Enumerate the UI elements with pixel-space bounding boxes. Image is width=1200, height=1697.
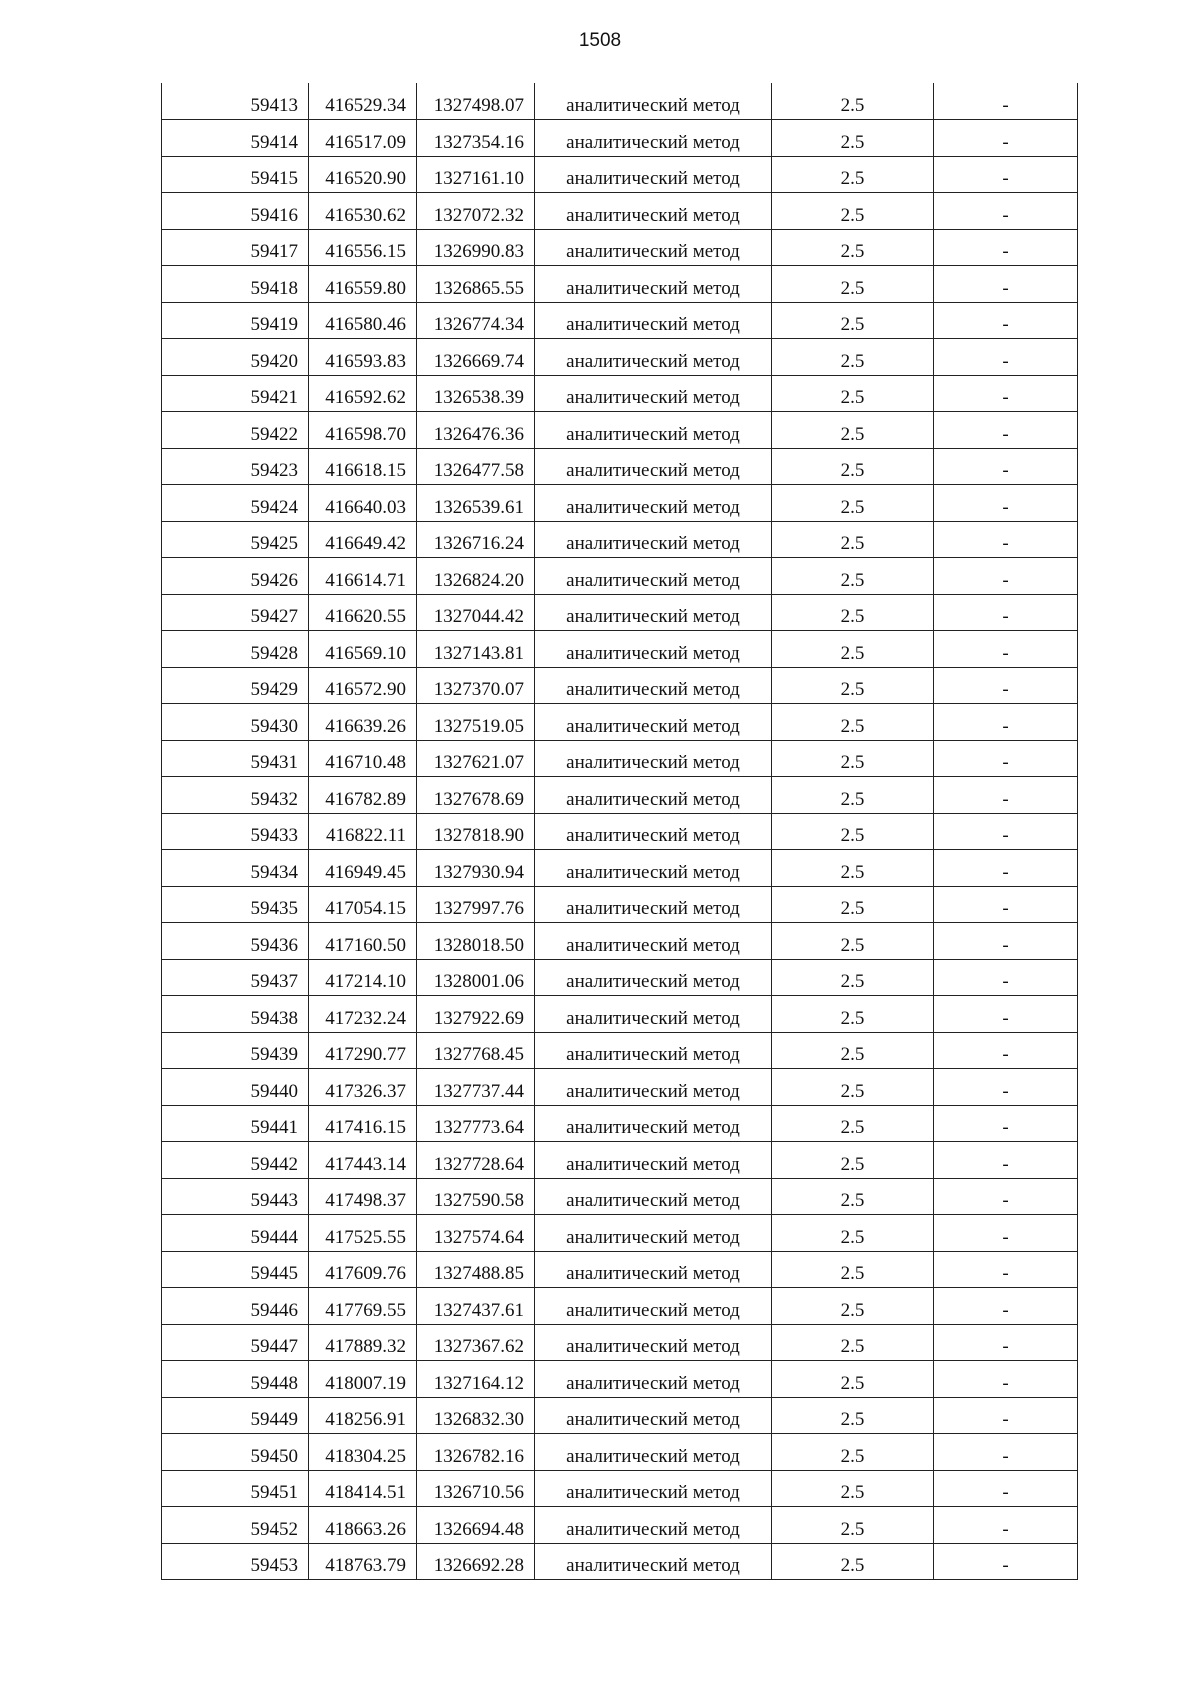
- x-coordinate-cell: 416593.83: [309, 339, 417, 376]
- x-coordinate-cell: 416598.70: [309, 412, 417, 449]
- y-coordinate-cell: 1327044.42: [417, 594, 535, 631]
- x-coordinate-cell: 416649.42: [309, 521, 417, 558]
- note-cell: -: [934, 120, 1078, 157]
- y-coordinate-cell: 1327498.07: [417, 83, 535, 120]
- y-coordinate-cell: 1328001.06: [417, 959, 535, 996]
- table-row: [162, 1507, 1078, 1544]
- note-cell: -: [934, 704, 1078, 741]
- table-row: [162, 1069, 1078, 1106]
- point-number-cell: 59416: [162, 193, 309, 230]
- table-row: [162, 1215, 1078, 1252]
- point-number-cell: 59447: [162, 1324, 309, 1361]
- y-coordinate-cell: 1326538.39: [417, 375, 535, 412]
- accuracy-cell: 2.5: [772, 631, 934, 668]
- y-coordinate-cell: 1327678.69: [417, 777, 535, 814]
- note-cell: -: [934, 740, 1078, 777]
- accuracy-cell: 2.5: [772, 813, 934, 850]
- method-cell: аналитический метод: [535, 886, 772, 923]
- x-coordinate-cell: 416572.90: [309, 667, 417, 704]
- y-coordinate-cell: 1327354.16: [417, 120, 535, 157]
- note-cell: -: [934, 558, 1078, 595]
- accuracy-cell: 2.5: [772, 594, 934, 631]
- table-row: [162, 521, 1078, 558]
- note-cell: -: [934, 375, 1078, 412]
- point-number-cell: 59425: [162, 521, 309, 558]
- accuracy-cell: 2.5: [772, 485, 934, 522]
- method-cell: аналитический метод: [535, 850, 772, 887]
- method-cell: аналитический метод: [535, 448, 772, 485]
- note-cell: -: [934, 412, 1078, 449]
- y-coordinate-cell: 1327574.64: [417, 1215, 535, 1252]
- table-row: [162, 631, 1078, 668]
- accuracy-cell: 2.5: [772, 448, 934, 485]
- x-coordinate-cell: 417525.55: [309, 1215, 417, 1252]
- x-coordinate-cell: 417160.50: [309, 923, 417, 960]
- table-body: [162, 83, 1078, 1580]
- table-row: [162, 1288, 1078, 1325]
- x-coordinate-cell: 418663.26: [309, 1507, 417, 1544]
- note-cell: -: [934, 266, 1078, 303]
- accuracy-cell: 2.5: [772, 1397, 934, 1434]
- y-coordinate-cell: 1327488.85: [417, 1251, 535, 1288]
- note-cell: -: [934, 1361, 1078, 1398]
- table-row: [162, 996, 1078, 1033]
- point-number-cell: 59426: [162, 558, 309, 595]
- note-cell: -: [934, 886, 1078, 923]
- accuracy-cell: 2.5: [772, 1434, 934, 1471]
- method-cell: аналитический метод: [535, 412, 772, 449]
- accuracy-cell: 2.5: [772, 1251, 934, 1288]
- note-cell: -: [934, 339, 1078, 376]
- x-coordinate-cell: 417290.77: [309, 1032, 417, 1069]
- table-row: [162, 558, 1078, 595]
- method-cell: аналитический метод: [535, 485, 772, 522]
- method-cell: аналитический метод: [535, 667, 772, 704]
- table-row: [162, 1105, 1078, 1142]
- note-cell: -: [934, 777, 1078, 814]
- method-cell: аналитический метод: [535, 996, 772, 1033]
- x-coordinate-cell: 418007.19: [309, 1361, 417, 1398]
- note-cell: -: [934, 229, 1078, 266]
- method-cell: аналитический метод: [535, 1069, 772, 1106]
- y-coordinate-cell: 1327773.64: [417, 1105, 535, 1142]
- y-coordinate-cell: 1327367.62: [417, 1324, 535, 1361]
- accuracy-cell: 2.5: [772, 1470, 934, 1507]
- note-cell: -: [934, 1507, 1078, 1544]
- point-number-cell: 59423: [162, 448, 309, 485]
- y-coordinate-cell: 1326476.36: [417, 412, 535, 449]
- point-number-cell: 59437: [162, 959, 309, 996]
- method-cell: аналитический метод: [535, 1324, 772, 1361]
- y-coordinate-cell: 1327519.05: [417, 704, 535, 741]
- accuracy-cell: 2.5: [772, 1032, 934, 1069]
- y-coordinate-cell: 1327590.58: [417, 1178, 535, 1215]
- point-number-cell: 59448: [162, 1361, 309, 1398]
- table-row: [162, 229, 1078, 266]
- x-coordinate-cell: 417769.55: [309, 1288, 417, 1325]
- point-number-cell: 59427: [162, 594, 309, 631]
- note-cell: -: [934, 1032, 1078, 1069]
- x-coordinate-cell: 416580.46: [309, 302, 417, 339]
- y-coordinate-cell: 1327818.90: [417, 813, 535, 850]
- y-coordinate-cell: 1327072.32: [417, 193, 535, 230]
- x-coordinate-cell: 416639.26: [309, 704, 417, 741]
- x-coordinate-cell: 417326.37: [309, 1069, 417, 1106]
- y-coordinate-cell: 1327164.12: [417, 1361, 535, 1398]
- note-cell: -: [934, 813, 1078, 850]
- x-coordinate-cell: 418304.25: [309, 1434, 417, 1471]
- table-row: [162, 266, 1078, 303]
- x-coordinate-cell: 418414.51: [309, 1470, 417, 1507]
- point-number-cell: 59440: [162, 1069, 309, 1106]
- method-cell: аналитический метод: [535, 229, 772, 266]
- method-cell: аналитический метод: [535, 375, 772, 412]
- table-row: [162, 1397, 1078, 1434]
- table-row: [162, 1470, 1078, 1507]
- table-row: [162, 193, 1078, 230]
- accuracy-cell: 2.5: [772, 740, 934, 777]
- method-cell: аналитический метод: [535, 1543, 772, 1580]
- x-coordinate-cell: 416556.15: [309, 229, 417, 266]
- y-coordinate-cell: 1326865.55: [417, 266, 535, 303]
- method-cell: аналитический метод: [535, 1142, 772, 1179]
- method-cell: аналитический метод: [535, 777, 772, 814]
- method-cell: аналитический метод: [535, 521, 772, 558]
- note-cell: -: [934, 1470, 1078, 1507]
- table-row: [162, 813, 1078, 850]
- note-cell: -: [934, 485, 1078, 522]
- method-cell: аналитический метод: [535, 631, 772, 668]
- note-cell: -: [934, 959, 1078, 996]
- point-number-cell: 59432: [162, 777, 309, 814]
- x-coordinate-cell: 416559.80: [309, 266, 417, 303]
- y-coordinate-cell: 1326669.74: [417, 339, 535, 376]
- x-coordinate-cell: 417214.10: [309, 959, 417, 996]
- accuracy-cell: 2.5: [772, 339, 934, 376]
- point-number-cell: 59445: [162, 1251, 309, 1288]
- point-number-cell: 59415: [162, 156, 309, 193]
- method-cell: аналитический метод: [535, 83, 772, 120]
- method-cell: аналитический метод: [535, 339, 772, 376]
- table-row: [162, 302, 1078, 339]
- accuracy-cell: 2.5: [772, 193, 934, 230]
- table-row: [162, 959, 1078, 996]
- accuracy-cell: 2.5: [772, 777, 934, 814]
- y-coordinate-cell: 1327621.07: [417, 740, 535, 777]
- x-coordinate-cell: 416640.03: [309, 485, 417, 522]
- page-number: 1508: [578, 30, 622, 51]
- accuracy-cell: 2.5: [772, 1069, 934, 1106]
- point-number-cell: 59419: [162, 302, 309, 339]
- y-coordinate-cell: 1327997.76: [417, 886, 535, 923]
- note-cell: -: [934, 521, 1078, 558]
- coordinates-table: [161, 83, 1078, 1580]
- method-cell: аналитический метод: [535, 266, 772, 303]
- y-coordinate-cell: 1326710.56: [417, 1470, 535, 1507]
- accuracy-cell: 2.5: [772, 704, 934, 741]
- table-row: [162, 1543, 1078, 1580]
- x-coordinate-cell: 416517.09: [309, 120, 417, 157]
- x-coordinate-cell: 416520.90: [309, 156, 417, 193]
- accuracy-cell: 2.5: [772, 1215, 934, 1252]
- y-coordinate-cell: 1327922.69: [417, 996, 535, 1033]
- table-row: [162, 886, 1078, 923]
- method-cell: аналитический метод: [535, 1361, 772, 1398]
- point-number-cell: 59450: [162, 1434, 309, 1471]
- point-number-cell: 59452: [162, 1507, 309, 1544]
- y-coordinate-cell: 1327930.94: [417, 850, 535, 887]
- y-coordinate-cell: 1327437.61: [417, 1288, 535, 1325]
- point-number-cell: 59421: [162, 375, 309, 412]
- y-coordinate-cell: 1327737.44: [417, 1069, 535, 1106]
- y-coordinate-cell: 1327161.10: [417, 156, 535, 193]
- point-number-cell: 59436: [162, 923, 309, 960]
- table-row: [162, 156, 1078, 193]
- method-cell: аналитический метод: [535, 1215, 772, 1252]
- accuracy-cell: 2.5: [772, 302, 934, 339]
- method-cell: аналитический метод: [535, 813, 772, 850]
- point-number-cell: 59431: [162, 740, 309, 777]
- note-cell: -: [934, 156, 1078, 193]
- note-cell: -: [934, 83, 1078, 120]
- y-coordinate-cell: 1326716.24: [417, 521, 535, 558]
- accuracy-cell: 2.5: [772, 83, 934, 120]
- point-number-cell: 59449: [162, 1397, 309, 1434]
- x-coordinate-cell: 418763.79: [309, 1543, 417, 1580]
- point-number-cell: 59434: [162, 850, 309, 887]
- point-number-cell: 59418: [162, 266, 309, 303]
- y-coordinate-cell: 1328018.50: [417, 923, 535, 960]
- point-number-cell: 59420: [162, 339, 309, 376]
- x-coordinate-cell: 416782.89: [309, 777, 417, 814]
- table-row: [162, 120, 1078, 157]
- accuracy-cell: 2.5: [772, 120, 934, 157]
- note-cell: -: [934, 923, 1078, 960]
- accuracy-cell: 2.5: [772, 229, 934, 266]
- x-coordinate-cell: 417416.15: [309, 1105, 417, 1142]
- note-cell: -: [934, 996, 1078, 1033]
- point-number-cell: 59438: [162, 996, 309, 1033]
- note-cell: -: [934, 1178, 1078, 1215]
- note-cell: -: [934, 1397, 1078, 1434]
- x-coordinate-cell: 416949.45: [309, 850, 417, 887]
- note-cell: -: [934, 448, 1078, 485]
- y-coordinate-cell: 1327143.81: [417, 631, 535, 668]
- x-coordinate-cell: 416529.34: [309, 83, 417, 120]
- point-number-cell: 59430: [162, 704, 309, 741]
- method-cell: аналитический метод: [535, 156, 772, 193]
- method-cell: аналитический метод: [535, 193, 772, 230]
- method-cell: аналитический метод: [535, 959, 772, 996]
- accuracy-cell: 2.5: [772, 1324, 934, 1361]
- x-coordinate-cell: 417609.76: [309, 1251, 417, 1288]
- table-row: [162, 1142, 1078, 1179]
- point-number-cell: 59451: [162, 1470, 309, 1507]
- note-cell: -: [934, 1142, 1078, 1179]
- x-coordinate-cell: 416822.11: [309, 813, 417, 850]
- table-row: [162, 740, 1078, 777]
- method-cell: аналитический метод: [535, 1507, 772, 1544]
- accuracy-cell: 2.5: [772, 959, 934, 996]
- x-coordinate-cell: 416592.62: [309, 375, 417, 412]
- accuracy-cell: 2.5: [772, 266, 934, 303]
- x-coordinate-cell: 417498.37: [309, 1178, 417, 1215]
- accuracy-cell: 2.5: [772, 667, 934, 704]
- table-row: [162, 375, 1078, 412]
- table-row: [162, 1434, 1078, 1471]
- point-number-cell: 59435: [162, 886, 309, 923]
- table-row: [162, 1178, 1078, 1215]
- point-number-cell: 59439: [162, 1032, 309, 1069]
- method-cell: аналитический метод: [535, 1105, 772, 1142]
- point-number-cell: 59433: [162, 813, 309, 850]
- y-coordinate-cell: 1326774.34: [417, 302, 535, 339]
- accuracy-cell: 2.5: [772, 1288, 934, 1325]
- table-row: [162, 1361, 1078, 1398]
- accuracy-cell: 2.5: [772, 1142, 934, 1179]
- x-coordinate-cell: 417889.32: [309, 1324, 417, 1361]
- method-cell: аналитический метод: [535, 1288, 772, 1325]
- point-number-cell: 59413: [162, 83, 309, 120]
- x-coordinate-cell: 416569.10: [309, 631, 417, 668]
- note-cell: -: [934, 667, 1078, 704]
- accuracy-cell: 2.5: [772, 521, 934, 558]
- method-cell: аналитический метод: [535, 120, 772, 157]
- point-number-cell: 59446: [162, 1288, 309, 1325]
- method-cell: аналитический метод: [535, 594, 772, 631]
- method-cell: аналитический метод: [535, 1470, 772, 1507]
- note-cell: -: [934, 594, 1078, 631]
- accuracy-cell: 2.5: [772, 412, 934, 449]
- x-coordinate-cell: 416618.15: [309, 448, 417, 485]
- table-row: [162, 667, 1078, 704]
- y-coordinate-cell: 1326782.16: [417, 1434, 535, 1471]
- accuracy-cell: 2.5: [772, 156, 934, 193]
- accuracy-cell: 2.5: [772, 1543, 934, 1580]
- x-coordinate-cell: 418256.91: [309, 1397, 417, 1434]
- point-number-cell: 59444: [162, 1215, 309, 1252]
- point-number-cell: 59453: [162, 1543, 309, 1580]
- method-cell: аналитический метод: [535, 1397, 772, 1434]
- accuracy-cell: 2.5: [772, 850, 934, 887]
- table-row: [162, 412, 1078, 449]
- accuracy-cell: 2.5: [772, 996, 934, 1033]
- x-coordinate-cell: 417054.15: [309, 886, 417, 923]
- y-coordinate-cell: 1326694.48: [417, 1507, 535, 1544]
- method-cell: аналитический метод: [535, 923, 772, 960]
- y-coordinate-cell: 1327768.45: [417, 1032, 535, 1069]
- accuracy-cell: 2.5: [772, 1105, 934, 1142]
- table-row: [162, 777, 1078, 814]
- point-number-cell: 59443: [162, 1178, 309, 1215]
- note-cell: -: [934, 1105, 1078, 1142]
- note-cell: -: [934, 1251, 1078, 1288]
- x-coordinate-cell: 416530.62: [309, 193, 417, 230]
- accuracy-cell: 2.5: [772, 375, 934, 412]
- method-cell: аналитический метод: [535, 1251, 772, 1288]
- point-number-cell: 59429: [162, 667, 309, 704]
- table-row: [162, 1251, 1078, 1288]
- table-row: [162, 704, 1078, 741]
- y-coordinate-cell: 1326692.28: [417, 1543, 535, 1580]
- note-cell: -: [934, 1434, 1078, 1471]
- y-coordinate-cell: 1326824.20: [417, 558, 535, 595]
- point-number-cell: 59422: [162, 412, 309, 449]
- note-cell: -: [934, 302, 1078, 339]
- method-cell: аналитический метод: [535, 704, 772, 741]
- table-row: [162, 594, 1078, 631]
- x-coordinate-cell: 416620.55: [309, 594, 417, 631]
- y-coordinate-cell: 1326832.30: [417, 1397, 535, 1434]
- note-cell: -: [934, 193, 1078, 230]
- accuracy-cell: 2.5: [772, 923, 934, 960]
- accuracy-cell: 2.5: [772, 886, 934, 923]
- accuracy-cell: 2.5: [772, 1507, 934, 1544]
- x-coordinate-cell: 416710.48: [309, 740, 417, 777]
- table-row: [162, 448, 1078, 485]
- point-number-cell: 59417: [162, 229, 309, 266]
- method-cell: аналитический метод: [535, 558, 772, 595]
- point-number-cell: 59428: [162, 631, 309, 668]
- point-number-cell: 59424: [162, 485, 309, 522]
- note-cell: -: [934, 631, 1078, 668]
- method-cell: аналитический метод: [535, 1032, 772, 1069]
- accuracy-cell: 2.5: [772, 1178, 934, 1215]
- point-number-cell: 59442: [162, 1142, 309, 1179]
- table-row: [162, 923, 1078, 960]
- method-cell: аналитический метод: [535, 740, 772, 777]
- note-cell: -: [934, 850, 1078, 887]
- table-row: [162, 850, 1078, 887]
- x-coordinate-cell: 417443.14: [309, 1142, 417, 1179]
- accuracy-cell: 2.5: [772, 1361, 934, 1398]
- method-cell: аналитический метод: [535, 302, 772, 339]
- method-cell: аналитический метод: [535, 1434, 772, 1471]
- table-row: [162, 339, 1078, 376]
- y-coordinate-cell: 1327728.64: [417, 1142, 535, 1179]
- y-coordinate-cell: 1327370.07: [417, 667, 535, 704]
- y-coordinate-cell: 1326539.61: [417, 485, 535, 522]
- table-row: [162, 485, 1078, 522]
- note-cell: -: [934, 1324, 1078, 1361]
- note-cell: -: [934, 1288, 1078, 1325]
- point-number-cell: 59441: [162, 1105, 309, 1142]
- table-row: [162, 83, 1078, 120]
- y-coordinate-cell: 1326990.83: [417, 229, 535, 266]
- y-coordinate-cell: 1326477.58: [417, 448, 535, 485]
- note-cell: -: [934, 1215, 1078, 1252]
- x-coordinate-cell: 416614.71: [309, 558, 417, 595]
- note-cell: -: [934, 1069, 1078, 1106]
- accuracy-cell: 2.5: [772, 558, 934, 595]
- method-cell: аналитический метод: [535, 1178, 772, 1215]
- table-row: [162, 1032, 1078, 1069]
- point-number-cell: 59414: [162, 120, 309, 157]
- note-cell: -: [934, 1543, 1078, 1580]
- x-coordinate-cell: 417232.24: [309, 996, 417, 1033]
- table-row: [162, 1324, 1078, 1361]
